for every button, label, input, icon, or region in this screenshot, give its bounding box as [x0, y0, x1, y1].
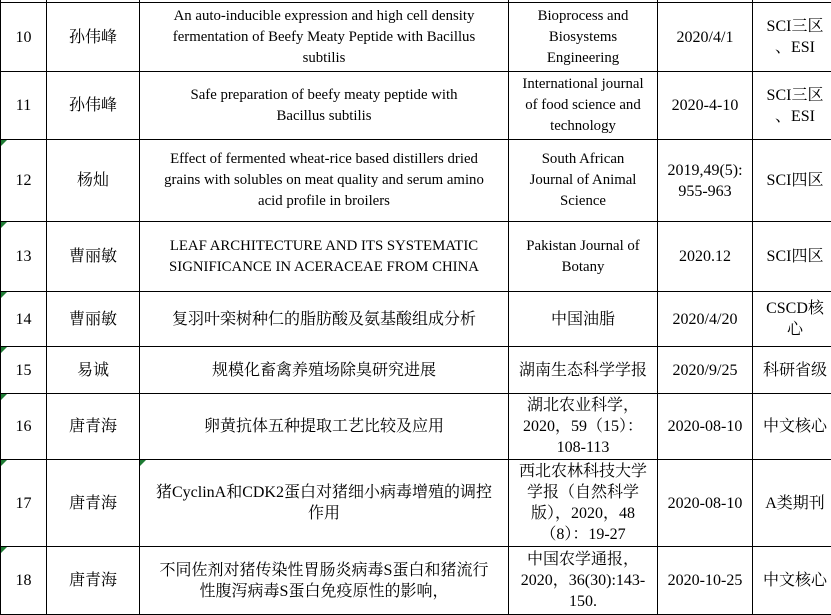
table-row [1, 140, 831, 222]
error-indicator-icon [1, 222, 7, 228]
cell-paper-title[interactable]: LEAF ARCHITECTURE AND ITS SYSTEMATIC SIGNIFICANCE IN ACERACEAE FROM CHINA [140, 222, 509, 292]
cell-classification[interactable]: 中文核心 [753, 547, 831, 615]
cell-author-name[interactable]: 杨灿 [47, 140, 140, 222]
cell-paper-title[interactable]: Safe preparation of beefy meaty peptide with Bacillus subtilis [140, 72, 509, 140]
cell-row-number[interactable] [1, 394, 47, 460]
error-indicator-icon [1, 140, 7, 146]
cell-author-name[interactable]: 孙伟峰 [47, 3, 140, 72]
row-number-text: 15 [16, 362, 32, 379]
cell-row-number[interactable] [1, 547, 47, 615]
cell-row-number[interactable] [1, 140, 47, 222]
cell-classification[interactable]: 科研省级 [753, 347, 831, 394]
cell-author-name[interactable]: 孙伟峰 [47, 72, 140, 140]
table-row [1, 292, 831, 347]
cell-paper-title[interactable]: 复羽叶栾树种仁的脂肪酸及氨基酸组成分析 [140, 292, 509, 347]
row-number-text: 12 [16, 172, 32, 189]
cell-row-number[interactable] [1, 292, 47, 347]
cell-author-name[interactable]: 唐青海 [47, 460, 140, 547]
cell-date[interactable]: 2020/9/25 [658, 347, 753, 394]
cell-author-name[interactable]: 曹丽敏 [47, 292, 140, 347]
cell-row-number[interactable] [1, 347, 47, 394]
cell-date[interactable]: 2020-08-10 [658, 394, 753, 460]
cell-author-name[interactable]: 唐青海 [47, 394, 140, 460]
cell-author-name[interactable]: 易诚 [47, 347, 140, 394]
cell-date[interactable]: 2020/4/1 [658, 3, 753, 72]
table-row [1, 394, 831, 460]
cell-paper-title[interactable]: An auto-inducible expression and high cell density fermentation of Beefy Meaty Peptide with Bacillus subtilis [140, 3, 509, 72]
cell-row-number[interactable]: 10 [1, 3, 47, 72]
row-number-text: 16 [16, 418, 32, 435]
error-indicator-icon [1, 347, 7, 353]
table-row [1, 3, 831, 72]
cell-paper-title[interactable]: 规模化畜禽养殖场除臭研究进展 [140, 347, 509, 394]
table-row [1, 347, 831, 394]
cell-classification[interactable]: SCI三区 、ESI [753, 3, 831, 72]
cell-journal[interactable]: South African Journal of Animal Science [509, 140, 658, 222]
paper-title-text: 猪CyclinA和CDK2蛋白对猪细小病毒增殖的调控 作用 [156, 484, 492, 522]
table-row [1, 222, 831, 292]
cell-classification[interactable]: SCI三区 、ESI [753, 72, 831, 140]
error-indicator-icon [140, 460, 146, 466]
cell-paper-title[interactable]: Effect of fermented wheat-rice based distillers dried grains with solubles on meat quality and serum amino acid profile in broilers [140, 140, 509, 222]
cell-classification[interactable]: CSCD核 心 [753, 292, 831, 347]
row-number-text: 18 [16, 572, 32, 589]
cell-row-number[interactable]: 11 [1, 72, 47, 140]
error-indicator-icon [1, 460, 7, 466]
cell-date[interactable]: 2020/4/20 [658, 292, 753, 347]
row-number-text: 14 [16, 311, 32, 328]
cell-journal[interactable]: International journal of food science and technology [509, 72, 658, 140]
row-number-text: 17 [16, 495, 32, 512]
cell-row-number[interactable] [1, 460, 47, 547]
cell-date[interactable]: 2020-4-10 [658, 72, 753, 140]
error-indicator-icon [1, 547, 7, 553]
table-row [1, 460, 831, 547]
cell-date[interactable]: 2020-08-10 [658, 460, 753, 547]
cell-classification[interactable]: 中文核心 [753, 394, 831, 460]
cell-author-name[interactable]: 唐青海 [47, 547, 140, 615]
row-number-text: 13 [16, 248, 32, 265]
cell-paper-title[interactable] [140, 460, 509, 547]
cell-classification[interactable]: A类期刊 [753, 460, 831, 547]
cell-journal[interactable]: 湖北农业科学， 2020，59（15）： 108-113 [509, 394, 658, 460]
cell-journal[interactable]: 湖南生态科学学报 [509, 347, 658, 394]
cell-classification[interactable]: SCI四区 [753, 140, 831, 222]
cell-date[interactable]: 2020-10-25 [658, 547, 753, 615]
cell-date[interactable]: 2019,49(5): 955-963 [658, 140, 753, 222]
cell-journal[interactable]: 西北农林科技大学 学报（自然科学 版），2020，48 （8）：19-27 [509, 460, 658, 547]
cell-paper-title[interactable]: 卵黄抗体五种提取工艺比较及应用 [140, 394, 509, 460]
cell-classification[interactable]: SCI四区 [753, 222, 831, 292]
cell-journal[interactable]: 中国油脂 [509, 292, 658, 347]
error-indicator-icon [1, 292, 7, 298]
error-indicator-icon [1, 394, 7, 400]
table-row [1, 72, 831, 140]
cell-journal[interactable]: Bioprocess and Biosystems Engineering [509, 3, 658, 72]
cell-paper-title[interactable]: 不同佐剂对猪传染性胃肠炎病毒S蛋白和猪流行 性腹泻病毒S蛋白免疫原性的影响， [140, 547, 509, 615]
cell-date[interactable]: 2020.12 [658, 222, 753, 292]
cell-journal[interactable]: Pakistan Journal of Botany [509, 222, 658, 292]
table-row [1, 547, 831, 615]
cell-row-number[interactable] [1, 222, 47, 292]
cell-author-name[interactable]: 曹丽敏 [47, 222, 140, 292]
cell-journal[interactable]: 中国农学通报， 2020，36(30):143- 150. [509, 547, 658, 615]
